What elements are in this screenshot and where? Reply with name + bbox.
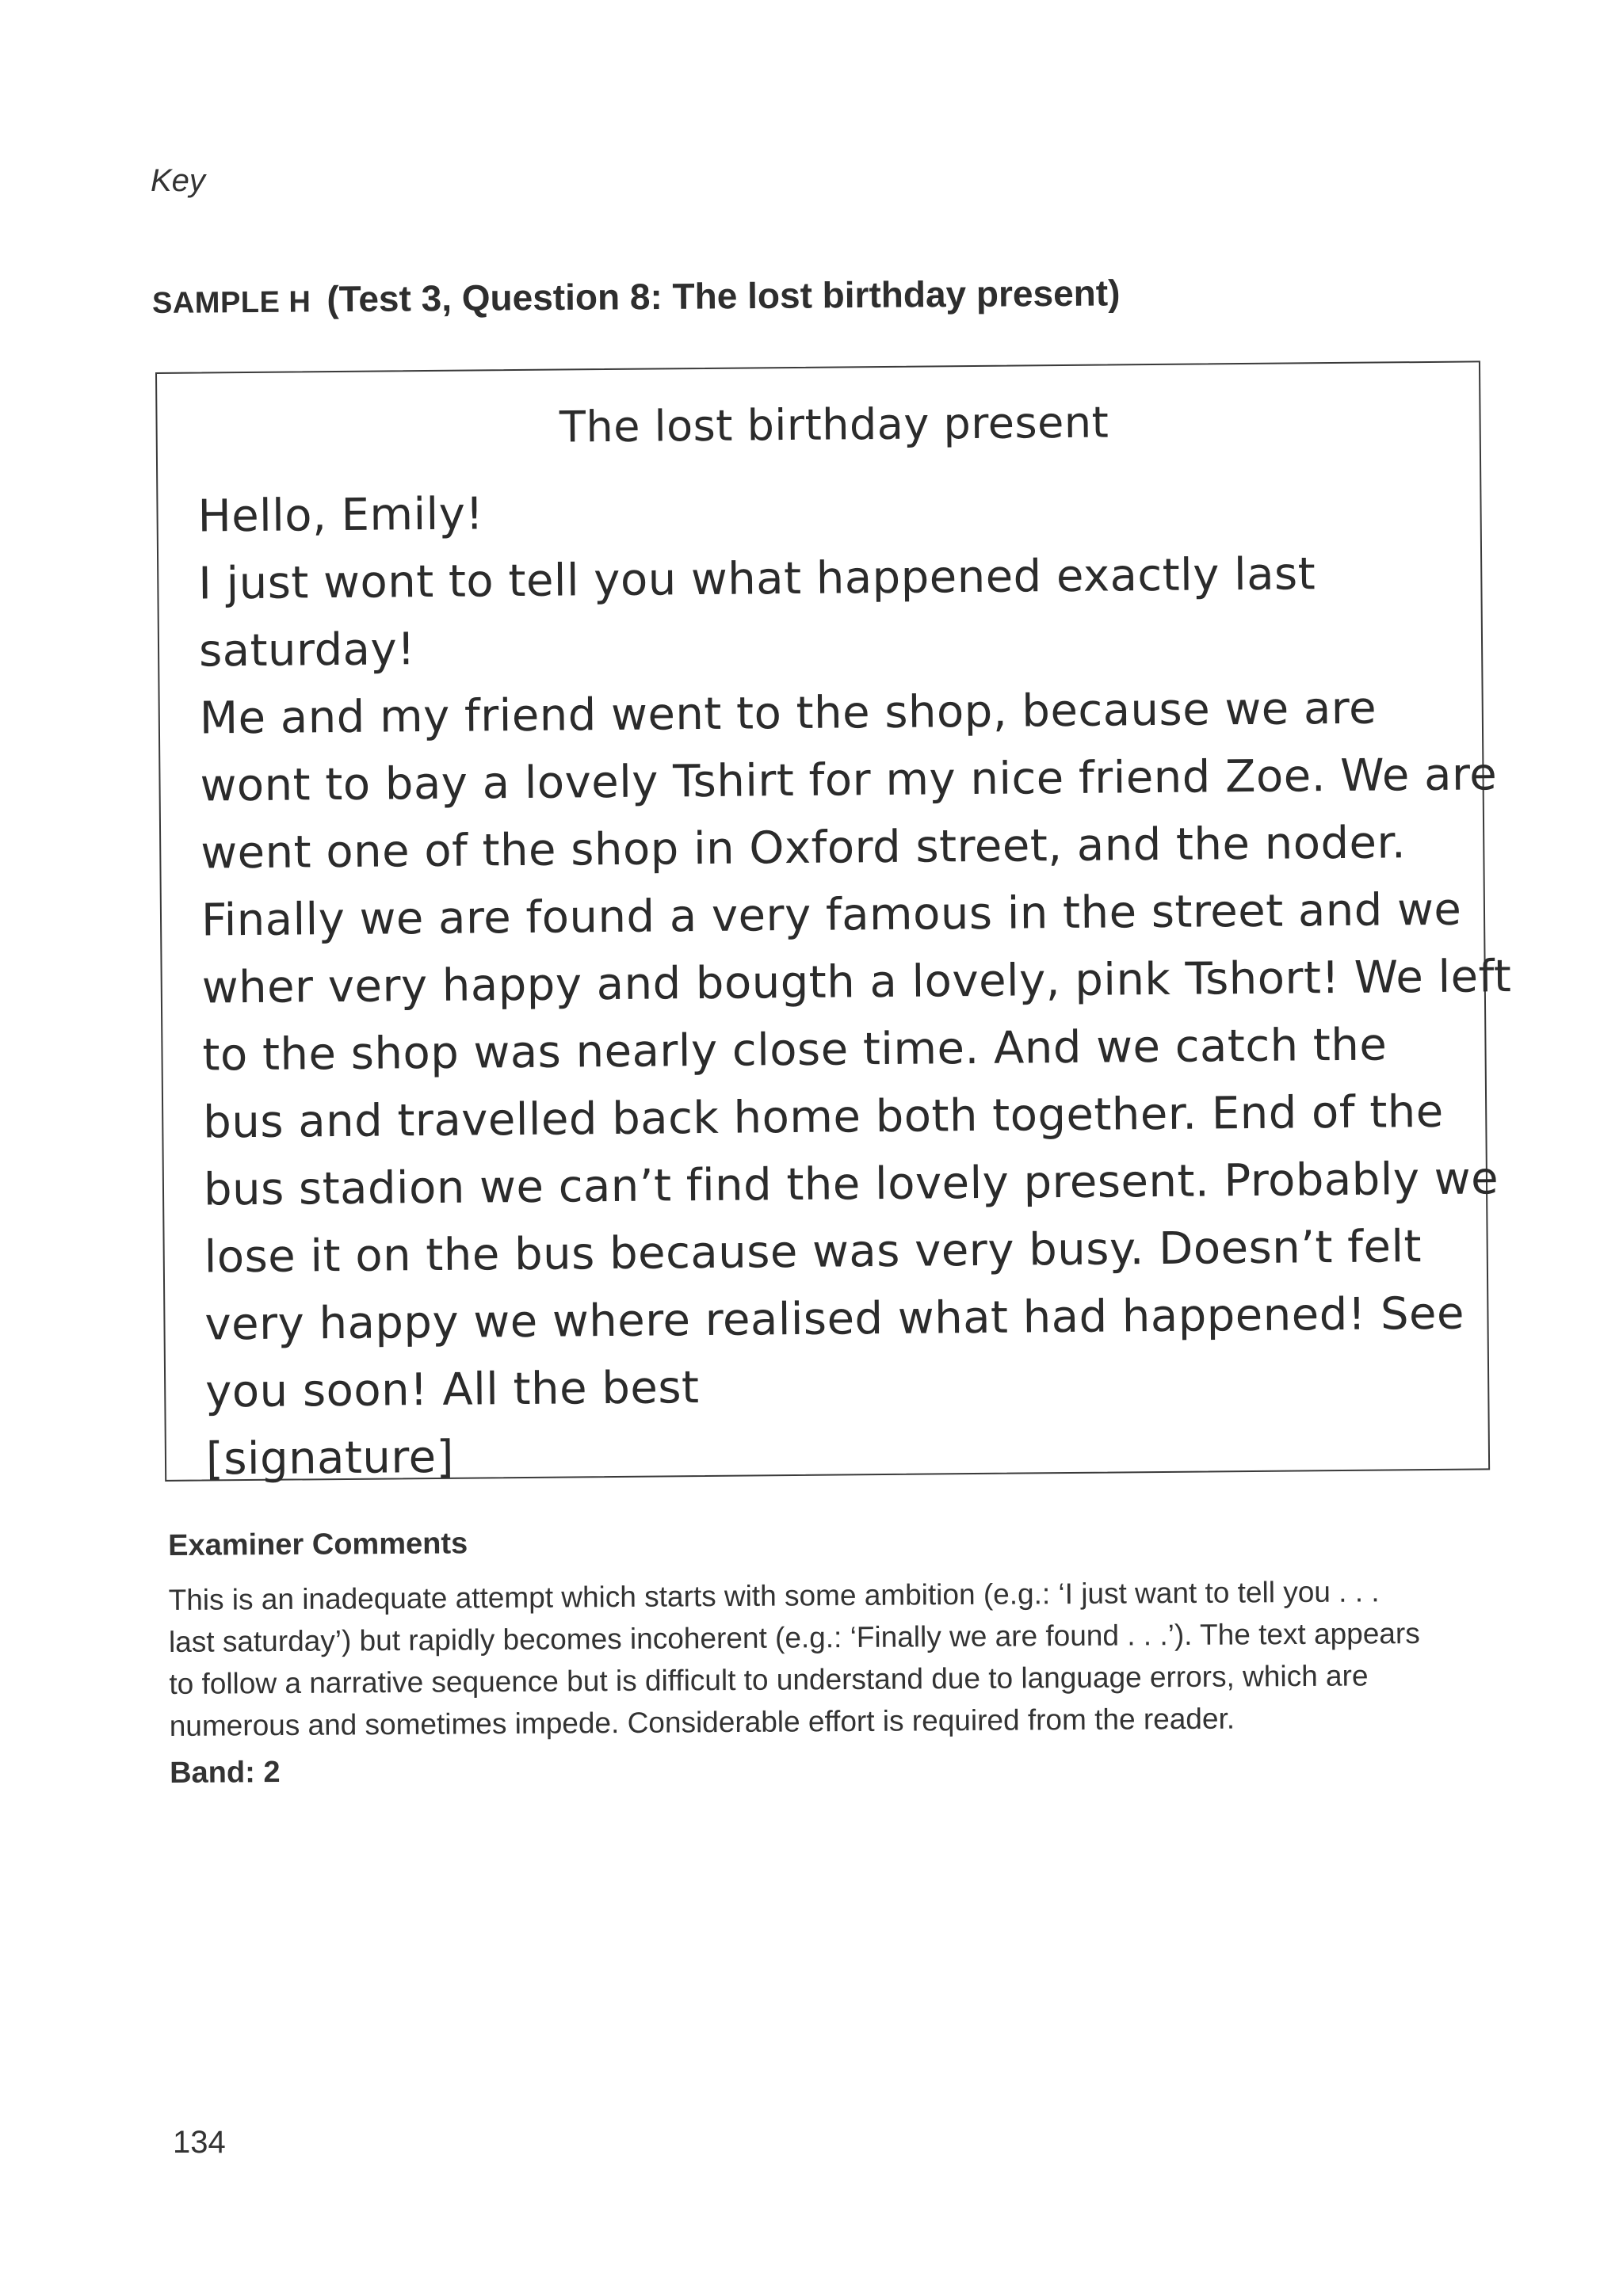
letter-line: to the shop was nearly close time. And we catch the — [202, 1019, 1388, 1081]
letter-line: Me and my friend went to the shop, because we are — [199, 682, 1377, 745]
letter-line: bus stadion we can’t find the lovely present. Probably we — [203, 1153, 1499, 1216]
letter-line: went one of the shop in Oxford street, and the noder. — [200, 817, 1407, 879]
letter-line: you soon! All the best — [204, 1362, 700, 1418]
candidate-answer-box — [155, 360, 1512, 1486]
examiner-comment-line: numerous and sometimes impede. Considerable effort is required from the reader. — [169, 1702, 1235, 1742]
page-number: 134 — [173, 2125, 226, 2160]
letter-line: Finally we are found a very famous in the street and we — [200, 883, 1462, 947]
letter-body — [197, 472, 1512, 1493]
band-score: Band: 2 — [170, 1756, 281, 1790]
examiner-comments-text — [168, 1569, 1508, 1747]
sample-title: (Test 3, Question 8: The lost birthday present) — [327, 272, 1121, 320]
letter-line: I just wont to tell you what happened exactly last — [198, 548, 1316, 610]
examiner-comment-line: This is an inadequate attempt which starts with some ambition (e.g.: ‘I just want to tell you . . . — [168, 1575, 1380, 1616]
letter-signature: [signature] — [205, 1431, 455, 1486]
sample-code: SAMPLE H — [151, 285, 311, 320]
letter-line: lose it on the bus because was very busy. Doesn’t felt — [204, 1221, 1423, 1283]
letter-line: saturday! — [198, 624, 416, 677]
examiner-comments-section — [168, 1520, 1509, 1791]
letter-line: Hello, Emily! — [197, 488, 484, 543]
letter-line: very happy we where realised what had happened! See — [204, 1287, 1465, 1351]
letter-line: bus and travelled back home both together. End of the — [202, 1085, 1444, 1149]
examiner-comments-heading: Examiner Comments — [168, 1527, 468, 1562]
letter-line: wher very happy and bougth a lovely, pink Tshort! We left — [201, 951, 1512, 1014]
letter-title: The lost birthday present — [559, 397, 1109, 452]
examiner-comment-line: to follow a narrative sequence but is difficult to understand due to language errors, which are — [169, 1659, 1369, 1700]
letter-line: wont to bay a lovely Tshirt for my nice friend Zoe. We are — [200, 749, 1498, 812]
sample-heading — [152, 269, 1499, 322]
running-head: Key — [151, 163, 205, 198]
examiner-comment-line: last saturday’) but rapidly becomes incoherent (e.g.: ‘Finally we are found . . .’). The text appears — [168, 1616, 1420, 1658]
